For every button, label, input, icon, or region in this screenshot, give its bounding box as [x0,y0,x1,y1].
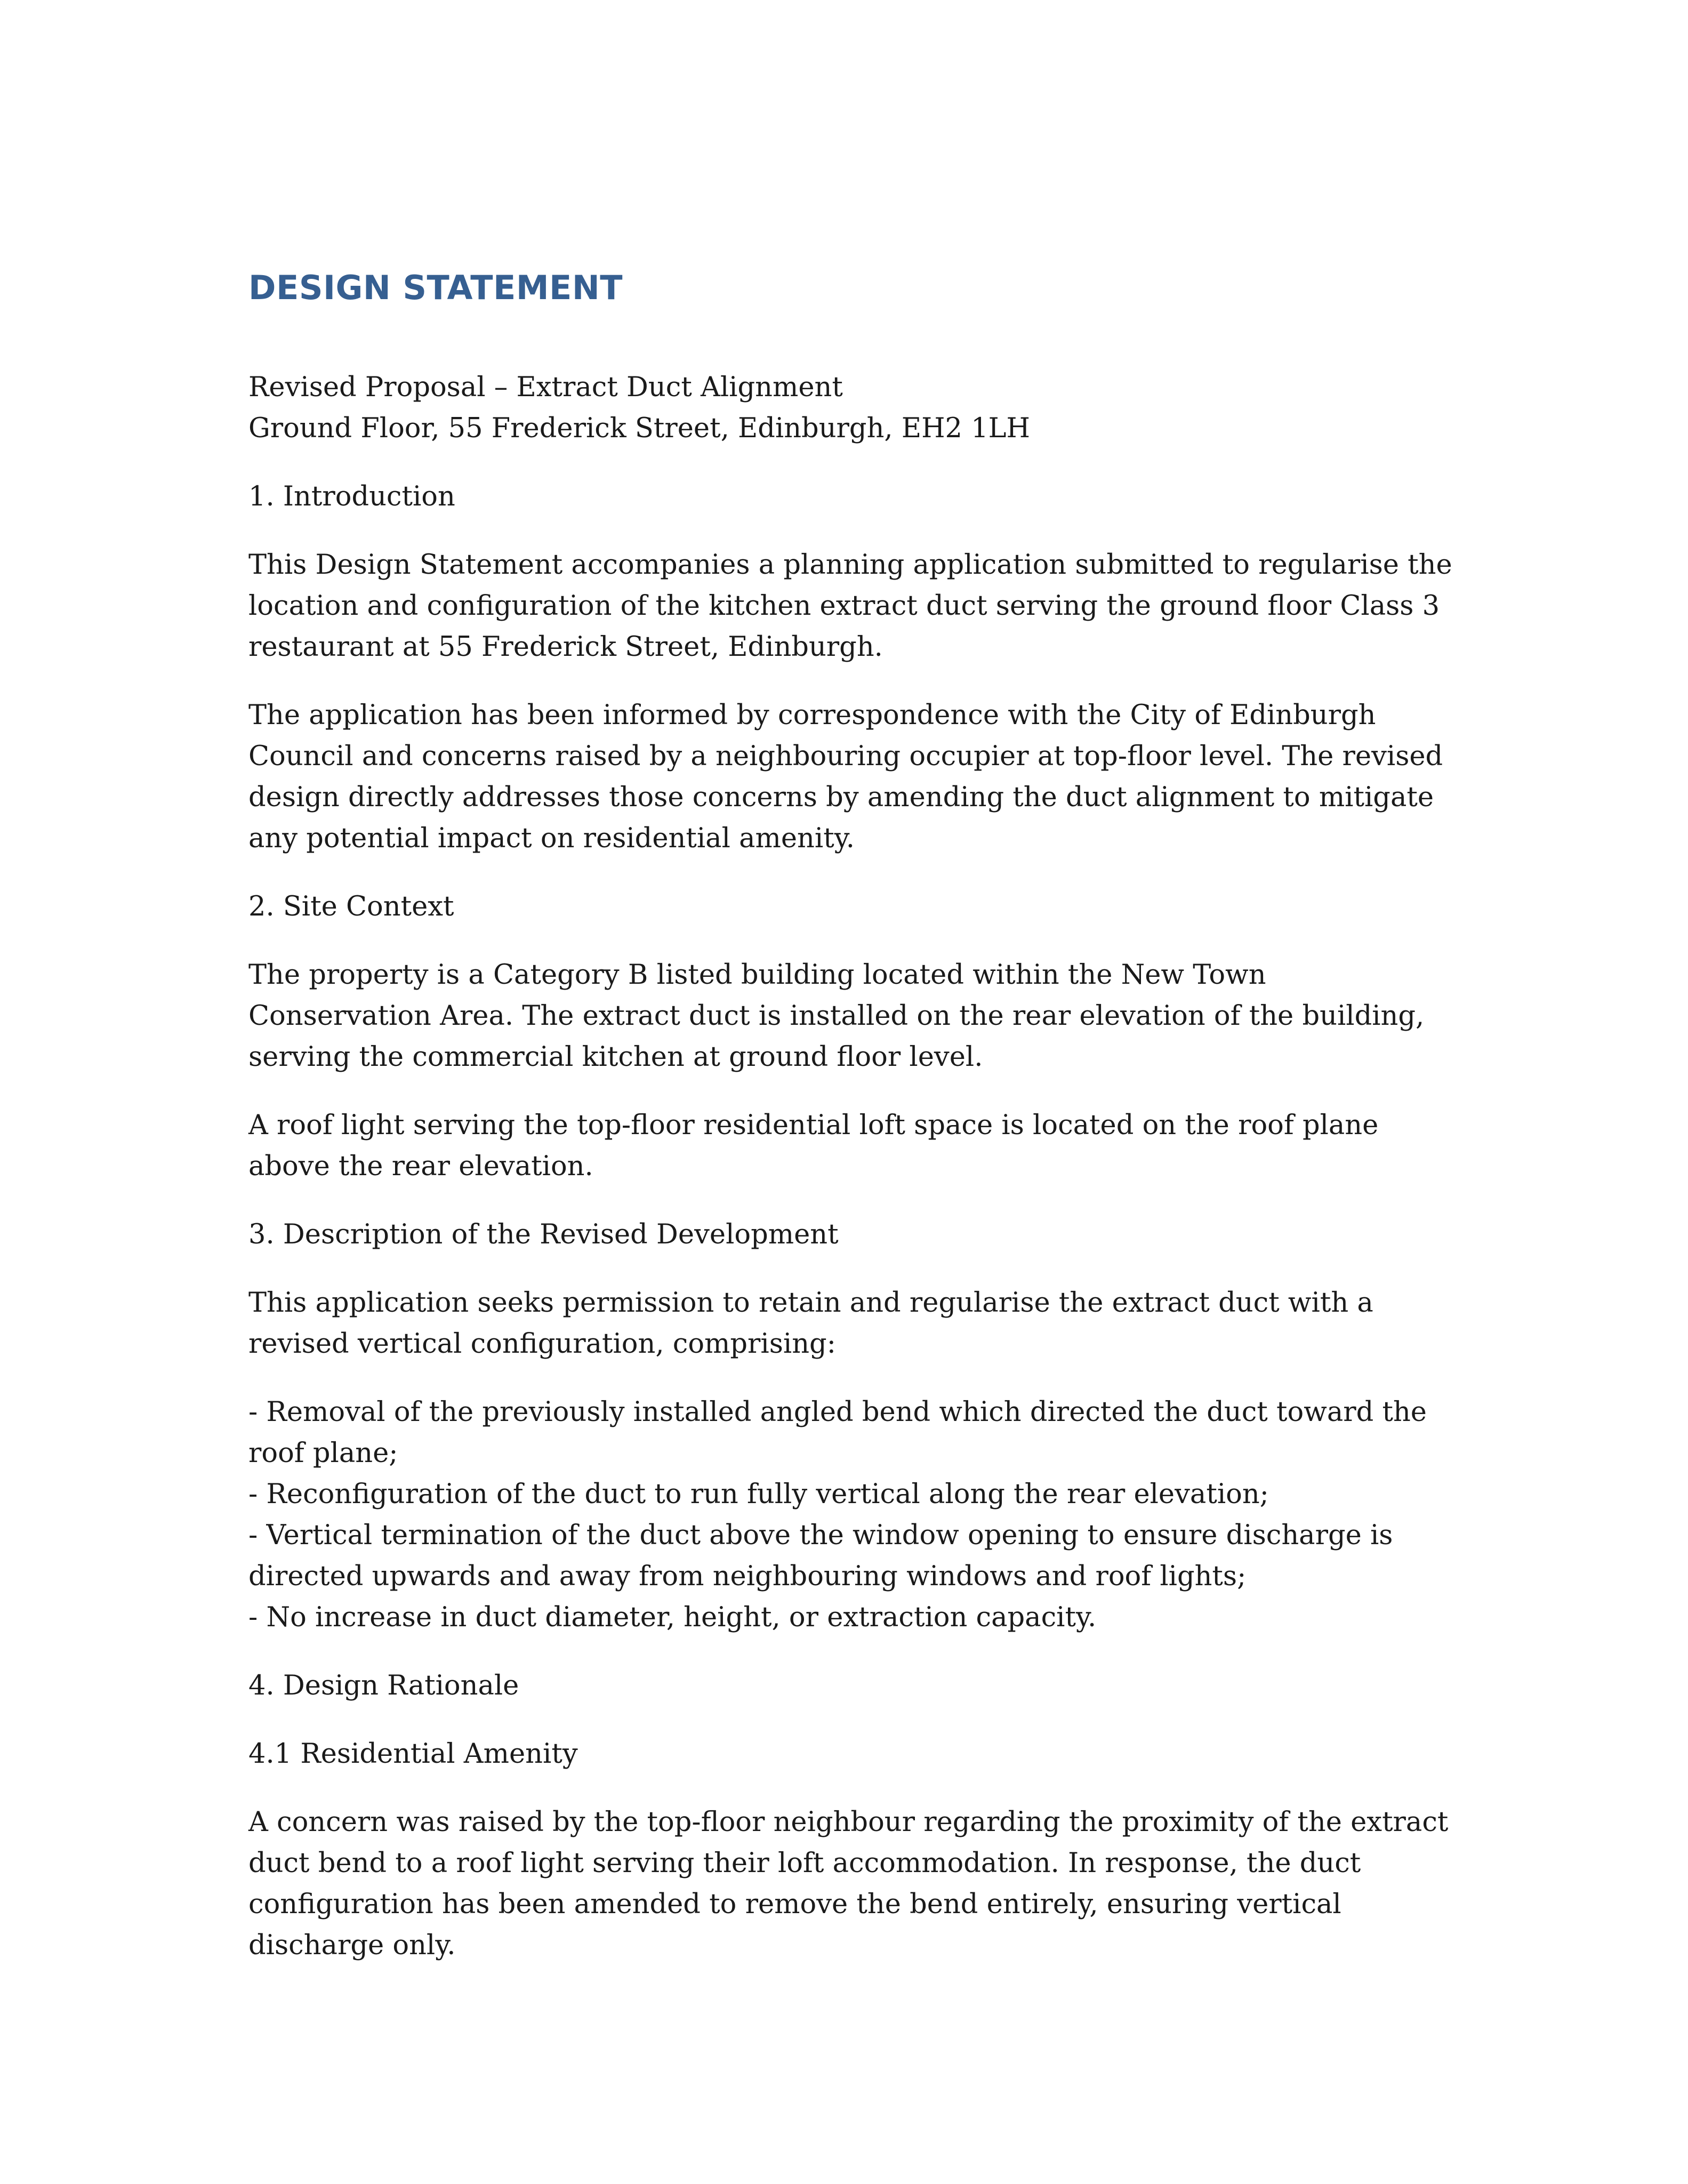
introduction-paragraph-2: The application has been informed by correspondence with the City of Edinburgh Council and concerns raised by a neighbouring occupier at top-floor level. The revised design directly addresses those concerns by amending the duct alignment to mitigate any potential impact on residential amenity. [248,700,1443,854]
list-item: - Vertical termination of the duct above the window opening to ensure discharge is directed upwards and away from neighbouring windows and roof lights; [248,1520,1393,1592]
site-context-paragraph-2: A roof light serving the top-floor residential loft space is located on the roof plane above the rear elevation. [248,1110,1379,1182]
list-item: - No increase in duct diameter, height, or extraction capacity. [248,1602,1097,1633]
introduction-paragraph-1: This Design Statement accompanies a planning application submitted to regularise the location and configuration of the kitchen extract duct serving the ground floor Class 3 restaurant at 55 Frederick Street, Edinburgh. [248,549,1452,663]
site-address: Ground Floor, 55 Frederick Street, Edinburgh, EH2 1LH [248,413,1031,444]
section-heading-introduction: 1. Introduction [248,481,455,512]
subsection-heading-residential-amenity: 4.1 Residential Amenity [248,1738,578,1770]
list-item: - Reconfiguration of the duct to run fully vertical along the rear elevation; [248,1479,1269,1510]
section-heading-design-rationale: 4. Design Rationale [248,1670,519,1701]
document-title: DESIGN STATEMENT [248,268,623,307]
section-heading-site-context: 2. Site Context [248,891,454,922]
description-bullet-list [248,1392,1453,1638]
site-context-paragraph-1: The property is a Category B listed building located within the New Town Conservation Area. The extract duct is installed on the rear elevation of the building, serving the commercial kitchen at ground floor level. [248,959,1425,1073]
description-paragraph-1: This application seeks permission to retain and regularise the extract duct with a revised vertical configuration, comprising: [248,1287,1373,1360]
list-item: - Removal of the previously installed angled bend which directed the duct toward the roof plane; [248,1396,1427,1469]
subtitle-block [248,367,1453,449]
residential-amenity-paragraph-1: A concern was raised by the top-floor neighbour regarding the proximity of the extract duct bend to a roof light serving their loft accommodation. In response, the duct configuration has been amended to remove the bend entirely, ensuring vertical discharge only. [248,1806,1449,1961]
proposal-subtitle: Revised Proposal – Extract Duct Alignment [248,372,843,403]
document-page [248,267,1453,1993]
section-heading-description: 3. Description of the Revised Development [248,1219,839,1250]
